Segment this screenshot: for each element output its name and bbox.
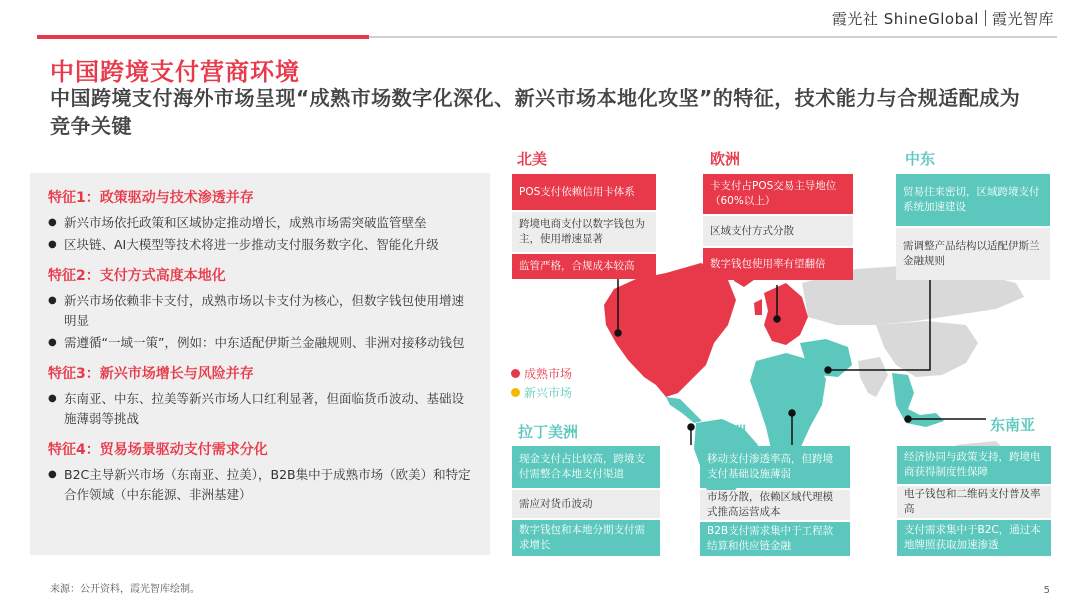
feature-bullet: ● 新兴市场依托政策和区域协定推动增长，成熟市场需突破监管壁垒	[48, 213, 476, 233]
map-legend	[511, 365, 572, 403]
north-america-shape	[604, 263, 736, 397]
feature-bullet: ● 新兴市场依赖非卡支付，成熟市场以卡支付为核心，但数字钱包使用增速明显	[48, 291, 476, 331]
africa-card-2: 市场分散，依赖区域代理模式推高运营成本	[700, 490, 850, 520]
southeast-asia-card-2: 电子钱包和二维码支付普及率高	[897, 486, 1051, 518]
feature-title: 特征1：政策驱动与技术渗透并存	[48, 190, 254, 206]
brand-name: 霞光社 ShineGlobal	[831, 10, 979, 28]
africa-card-3: B2B支付需求集中于工程款结算和供应链金融	[700, 522, 850, 556]
feature-title: 特征3：新兴市场增长与风险并存	[48, 366, 254, 382]
feature-2	[48, 265, 476, 353]
feature-title: 特征4：贸易场景驱动支付需求分化	[48, 442, 268, 458]
legend-dot-mature	[511, 369, 520, 378]
latin-america-card-3: 数字钱包和本地分期支付需求增长	[512, 520, 660, 556]
page-number: 5	[1043, 585, 1050, 596]
brand-subname: 霞光智库	[991, 10, 1054, 28]
europe-shape	[764, 283, 808, 345]
region-title-africa: 非洲	[716, 423, 747, 441]
southeast-asia-card-1: 经济协同与政策支持，跨境电商获得制度性保障	[897, 446, 1051, 484]
region-title-southeast-asia: 东南亚	[990, 416, 1036, 434]
legend-label-emerging: 新兴市场	[524, 386, 573, 400]
middle-east-card-2: 需调整产品结构以适配伊斯兰金融规则	[896, 228, 1050, 280]
brand-logo	[832, 8, 1054, 29]
region-title-middle-east: 中东	[905, 150, 936, 168]
latin-america-card-1: 现金支付占比较高，跨境支付需整合本地支付渠道	[512, 446, 660, 488]
central-america-shape	[666, 397, 702, 423]
legend-dot-emerging	[511, 388, 520, 397]
legend-item-mature	[511, 365, 572, 384]
brand-divider	[985, 10, 986, 26]
feature-1	[48, 187, 476, 255]
europe-card-2: 区域支付方式分散	[703, 216, 853, 246]
africa-card-1: 移动支付渗透率高，但跨境支付基础设施薄弱	[700, 446, 850, 488]
page-subtitle: 中国跨境支付海外市场呈现“成熟市场数字化深化、新兴市场本地化攻坚”的特征，技术能力与合规适配成为竞争关键	[50, 86, 1021, 138]
feature-bullet: ● 需遵循“一域一策”，例如：中东适配伊斯兰金融规则、非洲对接移动钱包	[48, 333, 476, 353]
europe-card-3: 数字钱包使用率有望翻倍	[703, 248, 853, 280]
uk-shape	[754, 299, 762, 315]
feature-4	[48, 439, 476, 505]
middle-east-card-1: 贸易往来密切，区域跨境支付系统加速建设	[896, 174, 1050, 226]
legend-label-mature: 成熟市场	[524, 367, 573, 381]
north-america-card-3: 监管严格，合规成本较高	[512, 254, 656, 279]
east-asia-shape	[876, 321, 978, 377]
source-note: 来源：公开资料，霞光智库绘制。	[50, 584, 200, 595]
north-america-card-2: 跨境电商支付以数字钱包为主，使用增速显著	[512, 212, 656, 252]
region-title-europe: 欧洲	[710, 150, 741, 168]
features-panel	[30, 173, 490, 555]
legend-item-emerging	[511, 384, 572, 403]
region-title-latin-america: 拉丁美洲	[518, 423, 579, 441]
page-title: 中国跨境支付营商环境	[50, 58, 300, 86]
feature-3	[48, 363, 476, 429]
region-title-north-america: 北美	[517, 150, 548, 168]
india-shape	[858, 357, 888, 397]
north-america-card-1: POS支付依赖信用卡体系	[512, 174, 656, 210]
header-accent-rule	[37, 35, 369, 39]
feature-bullet: ● B2C主导新兴市场（东南亚、拉美），B2B集中于成熟市场（欧美）和特定合作领域（中东能源、非洲基建）	[48, 465, 476, 505]
europe-card-1: 卡支付占POS交易主导地位（60%以上）	[703, 174, 853, 214]
southeast-asia-card-3: 支付需求集中于B2C，通过本地牌照获取加速渗透	[897, 520, 1051, 556]
feature-bullet: ● 东南亚、中东、拉美等新兴市场人口红利显著，但面临货币波动、基础设施薄弱等挑战	[48, 389, 476, 429]
latin-america-card-2: 需应对货币波动	[512, 490, 660, 518]
feature-bullet: ● 区块链、AI大模型等技术将进一步推动支付服务数字化、智能化升级	[48, 235, 476, 255]
feature-title: 特征2：支付方式高度本地化	[48, 268, 226, 284]
